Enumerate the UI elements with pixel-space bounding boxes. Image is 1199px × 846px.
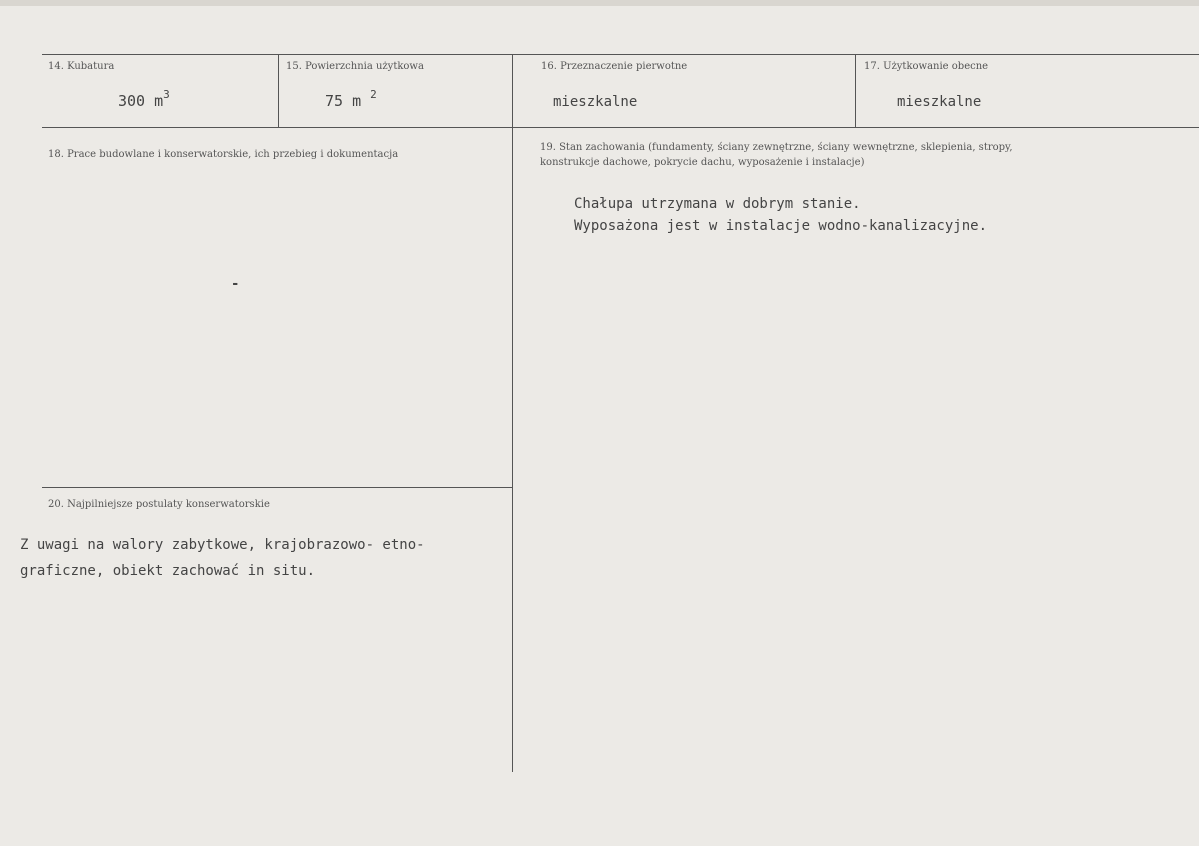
paper-top-edge xyxy=(0,0,1199,6)
field-16-label: 16. Przeznaczenie pierwotne xyxy=(541,61,688,72)
field-17-value: mieszkalne xyxy=(897,94,982,110)
field-20-label: 20. Najpilniejsze postulaty konserwatorskie xyxy=(48,499,270,510)
vdivider-16-17 xyxy=(855,54,856,127)
field-15-number: 75 m xyxy=(325,92,362,110)
field-20-line1: Z uwagi na walory zabytkowe, krajobrazowo- etno- xyxy=(20,537,425,553)
vdivider-15-16 xyxy=(512,54,513,127)
field-16-value: mieszkalne xyxy=(553,94,638,110)
field-19-line2: Wyposażona jest w instalacje wodno-kanalizacyjne. xyxy=(574,218,988,234)
field-14-value xyxy=(118,90,170,110)
field-20-line2: graficzne, obiekt zachować in situ. xyxy=(20,563,316,579)
field-15-value xyxy=(325,90,377,110)
vdivider-main xyxy=(512,127,513,772)
field-19-text xyxy=(574,193,987,237)
field-19-label-line2: konstrukcje dachowe, pokrycie dachu, wyposażenie i instalacje) xyxy=(540,157,865,168)
field-14-label: 14. Kubatura xyxy=(48,61,115,72)
top-rule xyxy=(42,54,1199,55)
row-rule xyxy=(42,127,1199,128)
field-20-text xyxy=(20,532,425,584)
field-14-number: 300 m xyxy=(118,92,164,110)
field-18-label: 18. Prace budowlane i konserwatorskie, ich przebieg i dokumentacja xyxy=(48,149,399,160)
field-17-label: 17. Użytkowanie obecne xyxy=(864,61,989,72)
section-20-rule xyxy=(42,487,512,488)
field-15-superscript: 2 xyxy=(370,88,377,101)
field-18-value: - xyxy=(231,276,240,292)
field-19-line1: Chałupa utrzymana w dobrym stanie. xyxy=(574,196,861,212)
field-14-superscript: 3 xyxy=(163,88,170,101)
vdivider-14-15 xyxy=(278,54,279,127)
field-19-label-line1: 19. Stan zachowania (fundamenty, ściany zewnętrzne, ściany wewnętrzne, sklepienia, stropy, xyxy=(540,142,1013,153)
field-15-label: 15. Powierzchnia użytkowa xyxy=(286,61,424,72)
